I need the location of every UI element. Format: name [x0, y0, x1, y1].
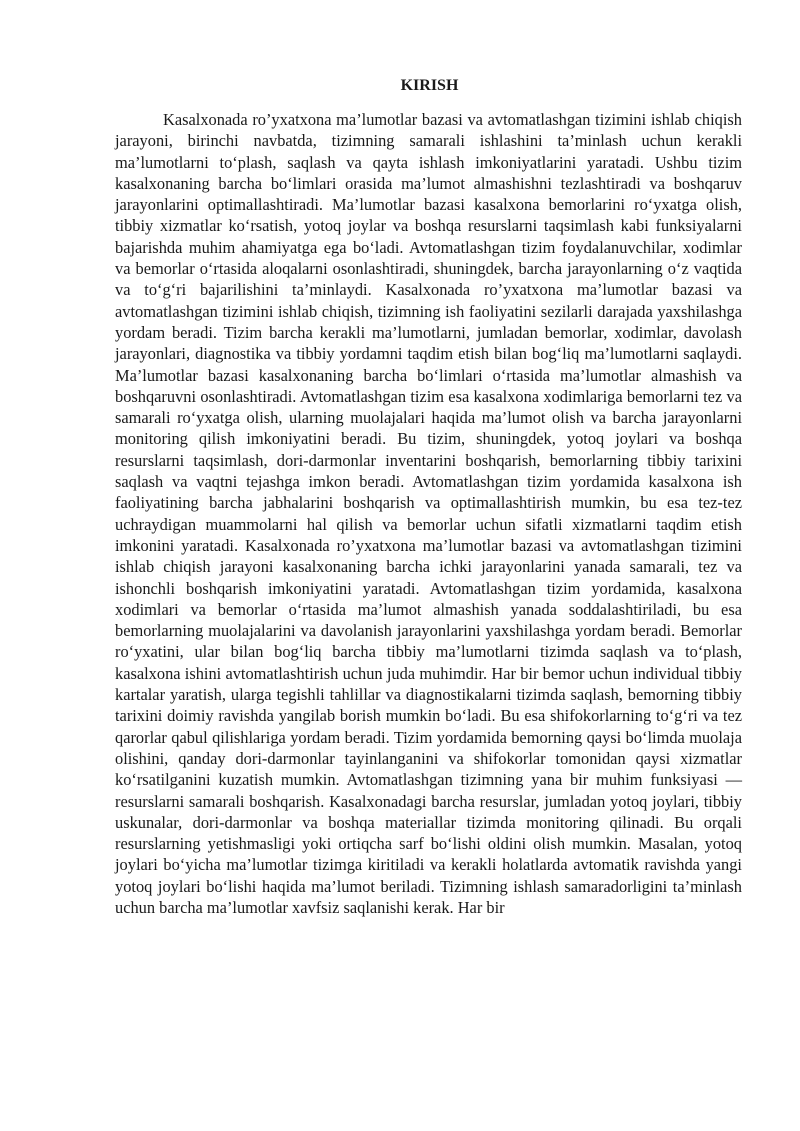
page-title: KIRISH — [400, 77, 459, 94]
body-paragraph: Kasalxonada ro’yxatxona ma’lumotlar bazasi va avtomatlashgan tizimini ishlab chiqish jarayoni, birinchi navbatda, tizimning samarali ishlashini ta’minlash uchun kerakli ma’lumotlarni to‘plash, saqlash va qayta ishlash imkoniyatlarini yaratadi. Ushbu tizim kasalxonaning barcha bo‘limlari orasida ma’lumot almashishni tezlashtiradi va boshqaruv jarayonlarini optimallashtiradi. Ma’lumotlar bazasi kasalxona bemorlarini ro‘yxatga olish, tibbiy xizmatlar ko‘rsatish, yotoq joylar va boshqa resurslarni taqsimlash kabi funksiyalarni bajarishda muhim ahamiyatga ega bo‘ladi. Avtomatlashgan tizim foydalanuvchilar, xodimlar va bemorlar o‘rtasida aloqalarni osonlashtiradi, shuningdek, barcha jarayonlarning o‘z vaqtida va to‘g‘ri bajarilishini ta’minlaydi. Kasalxonada ro’yxatxona ma’lumotlar bazasi va avtomatlashgan tizimini ishlab chiqish, tizimning ish faoliyatini sezilarli darajada yaxshilashga yordam beradi. Tizim barcha kerakli ma’lumotlarni, jumladan bemorlar, xodimlar, davolash jarayonlari, diagnostika va tibbiy yordamni taqdim etish bilan bog‘liq ma’lumotlarni saqlaydi. Ma’lumotlar bazasi kasalxonaning barcha bo‘limlari o‘rtasida ma’lumotlar almashish va boshqaruvni osonlashtiradi. Avtomatlashgan tizim esa kasalxona xodimlariga bemorlarni tez va samarali ro‘yxatga olish, ularning muolajalari haqida ma’lumot olish va barcha jarayonlarni monitoring qilish imkoniyatini beradi. Bu tizim, shuningdek, yotoq joylari va boshqa resurslarni taqsimlash, dori-darmonlar inventarini boshqarish, bemorlarning tibbiy tarixini saqlash va vaqtni tejashga imkon beradi. Avtomatlashgan tizim yordamida kasalxona ish faoliyatining barcha jabhalarini boshqarish va optimallashtirish mumkin, bu esa tez-tez uchraydigan muammolarni hal qilish va bemorlar uchun sifatli xizmatlarni taqdim etish imkonini yaratadi. Kasalxonada ro’yxatxona ma’lumotlar bazasi va avtomatlashgan tizimini ishlab chiqish jarayoni kasalxonaning barcha ichki jarayonlarini yanada samarali, tez va ishonchli boshqarish imkoniyatini yaratadi. Avtomatlashgan tizim yordamida, kasalxona xodimlari va bemorlar o‘rtasida ma’lumot almashish yanada soddalashtiriladi, bu esa bemorlarning muolajalarini va davolanish jarayonlarini yaxshilashga yordam beradi. Bemorlar ro‘yxatini, ular bilan bog‘liq barcha tibbiy ma’lumotlarni tizimda saqlash va to‘plash, kasalxona ishini avtomatlashtirish uchun juda muhimdir. Har bir bemor uchun individual tibbiy kartalar yaratish, ularga tegishli tahlillar va diagnostikalarni tizimda saqlash, bemorning tibbiy tarixini doimiy ravishda yangilab borish mumkin bo‘ladi. Bu esa shifokorlarning to‘g‘ri va tez qarorlar qabul qilishlariga yordam beradi. Tizim yordamida bemorning qaysi bo‘limda muolaja olishini, qanday dori-darmonlar tayinlanganini va shifokorlar tomonidan qaysi xizmatlar ko‘rsatilganini kuzatish mumkin. Avtomatlashgan tizimning yana bir muhim funksiyasi — resurslarni samarali boshqarish. Kasalxonadagi barcha resurslar, jumladan yotoq joylari, tibbiy uskunalar, dori-darmonlar va boshqa materiallar tizimda monitoring qilinadi. Bu orqali resurslarning yetishmasligi yoki ortiqcha sarf bo‘lishi oldini olish mumkin. Masalan, yotoq joylari bo‘yicha ma’lumotlar tizimga kiritiladi va kerakli holatlarda avtomatik ravishda yangi yotoq joylari bo‘lishi haqida ma’lumot beriladi. Tizimning ishlash samaradorligini ta’minlash uchun barcha ma’lumotlar xavfsiz saqlanishi kerak. Har bir — [115, 110, 742, 917]
document-page — [115, 74, 742, 918]
